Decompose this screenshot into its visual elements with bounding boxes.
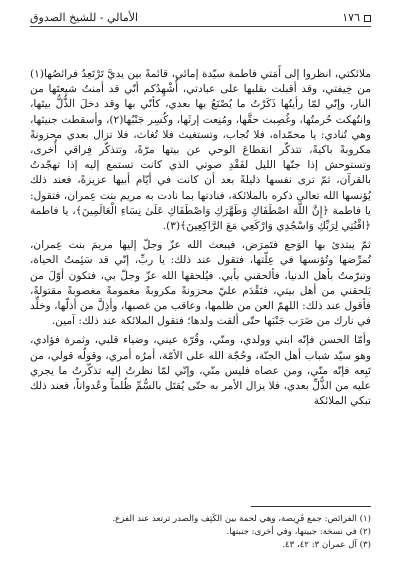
paragraph-3: وأمّا الحسن فإنّه ابني وولدي، ومنّي، وقُرّة عيني، وضياء قلبي، وثمرة فؤادي، وهو سيّد شباب أهل الجنّة، وحُجّة الله على الأمّة، أمرُه أمري، وقولُه قولي، من تَبِعه فإنّه منّي، ومن عصاه فليس منّي، وإنّي لمّا نظرتُ إليه تذكّرتُ ما يجري عليه من الذُّلِّ بعدي، فلا يزال الأمر به حتّى يُقتَل بالسُّمِّ ظُلماً وعُدواناً، فعند ذلك تبكي الملائكة bbox=[30, 334, 371, 408]
running-title: الأمالي - للشيخ الصدوق bbox=[30, 11, 139, 24]
footnote-2: (٢) في نسخة: جبينها، وفي أخرى: جنبتها. bbox=[226, 527, 371, 537]
paragraph-2: ثمّ يبتدئ بها الوَجع فتَمرَض، فيبعث الله عزّ وجلّ إليها مريمَ بنت عِمران، تُمرِّضها وتُؤنسها في عِلّتها، فتقول عند ذلك: يا ربِّ، إنّي قد سَئِمتُ الحياة، وتبرّمتُ بأهل الدنيا، فألحقني بأبي. فيُلحقها الله عزّ وجلّ بي، فتكون أوّلَ من يَلحقني من أهل بيتي، فتَقْدَم عليّ محزونةً مكروبةً مغمومةً مغصوبةً مقتولةً، فأقول عند ذلك: اللهمّ العن من ظلمها، وعاقب من غصبها، وأذِلَّ من أذلّها، وخلِّد في نارك من ضَرَب جَنْبَها حتّى ألقت ولدها؛ فتقول الملائكة عند ذلك: آمين. bbox=[30, 239, 371, 328]
paragraph-1: ملائكتي، انظروا إلى أَمَتي فاطمة سيّدة إمائي، قائمةً بين يديَّ تَرْتَعِدُ فرائصُها(١) من خِيفتي، وقد أقبلت بقلبها على عبادتي، أُشْهِدُكم أنّي قد أمنتُ شيعتَها من النار، وإنّي لمّا رأيتُها ذَكَرْتُ ما يُصْنَعُ بها بعدي، كأنّي بها وقد دخلَ الذُّلُّ بيتَها، وانتُهكت حُرمتُها، وغُصِبت حقَّها، ومُنِعت إرثَها، وكُسِر جَنْبُها(٢)، وأسقطت جنينَها، وهي تُنادي: يا محمّداه، فلا تُجاب، وتستغيث فلا تُغاث، فلا تزال بعدي محزونةً مكروبةً باكيةً، تتذكّر انقطاعَ الوحي عن بيتها مرّةً، وتتذكّر فِراقي أُخرى، وتستوحش إذا جنّها الليل لفَقْدِ صوتي الذي كانت تستمع إليه إذا تهجّدتُ بالقرآن، ثمّ ترى نفسها ذليلةً بعد أن كانت في أيّام أبيها عزيزةً، فعند ذلك يُؤنسها الله تعالى ذكره بالملائكة، فنادتها بما نادت به مريم بنت عِمران، فتقول: يا فاطمة ﴿إِنَّ اللَّهَ اصْطَفَاكِ وَطَهَّرَكِ وَاصْطَفَاكِ عَلَىٰ نِسَاءِ الْعَالَمِينَ﴾، يا فاطمة ﴿اقْنُتِي لِرَبِّكِ وَاسْجُدِي وَارْكَعِي مَعَ الرَّاكِعِينَ﴾(٣). bbox=[30, 68, 372, 233]
page-number: ١٧٦ bbox=[342, 11, 360, 24]
running-header bbox=[30, 10, 371, 27]
footnote-1: (١) الفرائص: جمع فَرِيصة، وهي لحمة بين الكَتِف والصدر ترتعد عند الفزع. bbox=[112, 514, 371, 524]
footnote-divider bbox=[251, 506, 371, 507]
footnotes bbox=[30, 506, 371, 552]
page-number-block bbox=[342, 11, 371, 25]
main-text bbox=[30, 67, 371, 409]
footnote-3: (٣) آل عمران ٣: ٤٢، ٤٣. bbox=[282, 540, 371, 550]
square-ornament-icon bbox=[364, 15, 371, 22]
